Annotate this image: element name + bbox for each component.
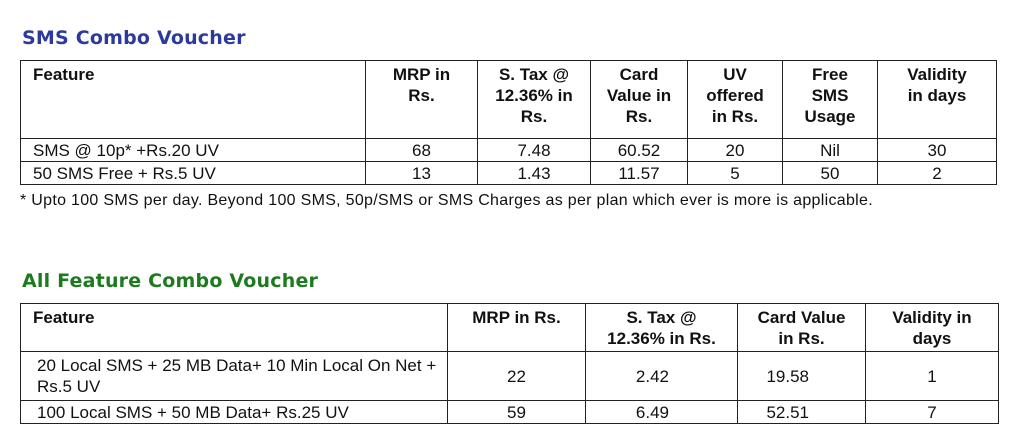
- cell-free-sms: Nil: [783, 139, 878, 162]
- header-feature: Feature: [21, 61, 366, 139]
- cell-mrp: 22: [448, 352, 586, 401]
- header-uv-offered: UV offered in Rs.: [688, 61, 783, 139]
- cell-feature: SMS @ 10p* +Rs.20 UV: [21, 139, 366, 162]
- cell-feature: 50 SMS Free + Rs.5 UV: [21, 162, 366, 185]
- header-feature: Feature: [21, 304, 448, 352]
- header-card-value: Card Value in Rs.: [591, 61, 688, 139]
- cell-feature: 100 Local SMS + 50 MB Data+ Rs.25 UV: [21, 401, 448, 424]
- cell-uv-offered: 5: [688, 162, 783, 185]
- header-service-tax: S. Tax @ 12.36% in Rs.: [478, 61, 591, 139]
- footnote: * Upto 100 SMS per day. Beyond 100 SMS, 50p/SMS or SMS Charges as per plan which ever is more is applicable.: [20, 192, 873, 209]
- table-row: [21, 352, 999, 401]
- header-service-tax: S. Tax @ 12.36% in Rs.: [586, 304, 738, 352]
- cell-uv-offered: 20: [688, 139, 783, 162]
- all-feature-combo-voucher-table: [20, 303, 999, 424]
- cell-validity: 7: [866, 401, 999, 424]
- cell-mrp: 68: [366, 139, 478, 162]
- cell-mrp: 13: [366, 162, 478, 185]
- cell-card-value: 60.52: [591, 139, 688, 162]
- header-card-value: Card Value in Rs.: [738, 304, 866, 352]
- table-header-row: [21, 61, 997, 139]
- cell-service-tax: 6.49: [586, 401, 738, 424]
- cell-validity: 2: [878, 162, 997, 185]
- all-feature-combo-voucher-title: All Feature Combo Voucher: [22, 270, 319, 292]
- cell-card-value: 19.58: [738, 352, 866, 401]
- cell-service-tax: 1.43: [478, 162, 591, 185]
- cell-free-sms: 50: [783, 162, 878, 185]
- cell-service-tax: 7.48: [478, 139, 591, 162]
- sms-combo-voucher-title: SMS Combo Voucher: [22, 27, 246, 49]
- sms-combo-voucher-table: [20, 60, 997, 185]
- table-row: [21, 139, 997, 162]
- cell-card-value: 11.57: [591, 162, 688, 185]
- header-mrp: MRP in Rs.: [448, 304, 586, 352]
- cell-validity: 30: [878, 139, 997, 162]
- cell-service-tax: 2.42: [586, 352, 738, 401]
- table-row: [21, 162, 997, 185]
- cell-validity: 1: [866, 352, 999, 401]
- header-validity: Validity in days: [866, 304, 999, 352]
- header-free-sms: Free SMS Usage: [783, 61, 878, 139]
- header-validity: Validity in days: [878, 61, 997, 139]
- table-header-row: [21, 304, 999, 352]
- cell-card-value: 52.51: [738, 401, 866, 424]
- cell-feature: 20 Local SMS + 25 MB Data+ 10 Min Local On Net + Rs.5 UV: [21, 352, 448, 401]
- cell-mrp: 59: [448, 401, 586, 424]
- header-mrp: MRP in Rs.: [366, 61, 478, 139]
- table-row: [21, 401, 999, 424]
